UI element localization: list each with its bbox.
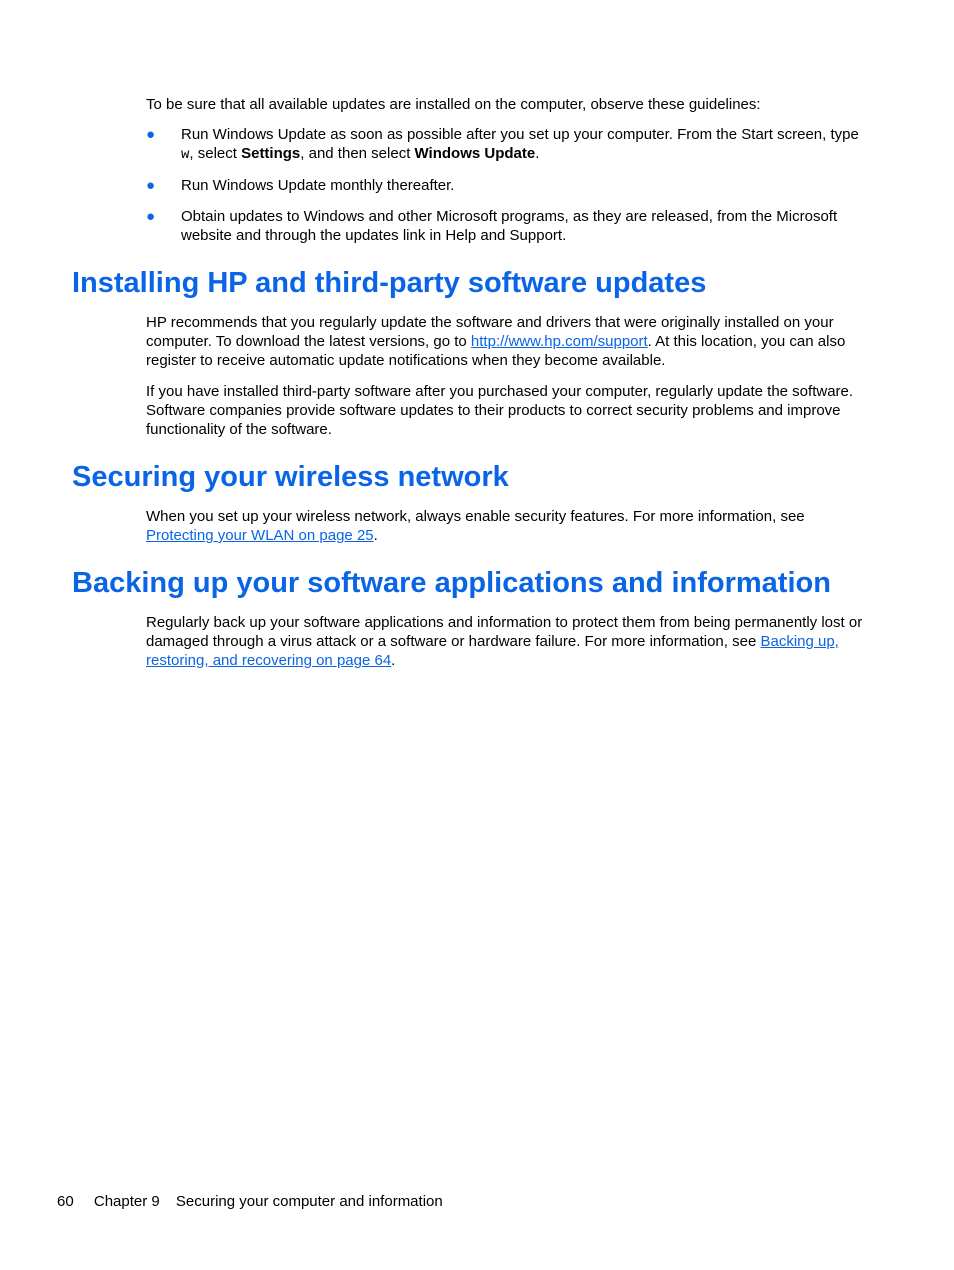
section-heading-wireless-network: Securing your wireless network — [72, 461, 509, 493]
list-item-text: Run Windows Update monthly thereafter. — [181, 177, 455, 194]
chapter-title: Securing your computer and information — [175, 1193, 443, 1210]
list-item-text: Run Windows Update as soon as possible after you set up your computer. From the Start screen, type w, select Settings, and then select Windows Update. — [181, 126, 859, 163]
page-footer — [57, 1192, 443, 1211]
section-paragraph: If you have installed third-party software after you purchased your computer, regularly update the software. Software companies provide software updates to their products to correct security problems and improve functionality of the software. — [146, 383, 854, 438]
intro-paragraph: To be sure that all available updates are installed on the computer, observe these guidelines: — [146, 96, 761, 113]
backup-page-link[interactable]: Backing up, restoring, and recovering on page 64 — [146, 633, 839, 669]
bullet-icon: ● — [146, 126, 156, 143]
bullet-icon: ● — [146, 177, 156, 194]
bullet-icon: ● — [146, 208, 156, 225]
section-paragraph: When you set up your wireless network, always enable security features. For more information, see Protecting your WLAN on page 25. — [146, 508, 805, 544]
section-paragraph: Regularly back up your software applications and information to protect them from being permanently lost or damaged through a virus attack or a software or hardware failure. For more information, see Backing up, restoring, and recovering on page 64. — [146, 614, 863, 669]
hp-support-link[interactable]: http://www.hp.com/support — [470, 333, 648, 350]
ui-term-settings: Settings — [241, 145, 301, 162]
section-paragraph: HP recommends that you regularly update the software and drivers that were originally installed on your computer. To download the latest versions, go to http://www.hp.com/support. At this location, you can also register to receive automatic update notifications when they become available. — [146, 314, 846, 369]
page-number: 60 — [57, 1193, 74, 1210]
inline-code: w — [181, 147, 190, 163]
section-heading-software-updates: Installing HP and third-party software updates — [72, 267, 707, 299]
chapter-label: Chapter 9 — [93, 1193, 160, 1210]
section-heading-backing-up: Backing up your software applications and information — [72, 567, 831, 599]
ui-term-windows-update: Windows Update — [414, 145, 536, 162]
wlan-page-link[interactable]: Protecting your WLAN on page 25 — [146, 527, 374, 544]
list-item-text: Obtain updates to Windows and other Microsoft programs, as they are released, from the Microsoft website and through the updates link in Help and Support. — [181, 208, 838, 244]
